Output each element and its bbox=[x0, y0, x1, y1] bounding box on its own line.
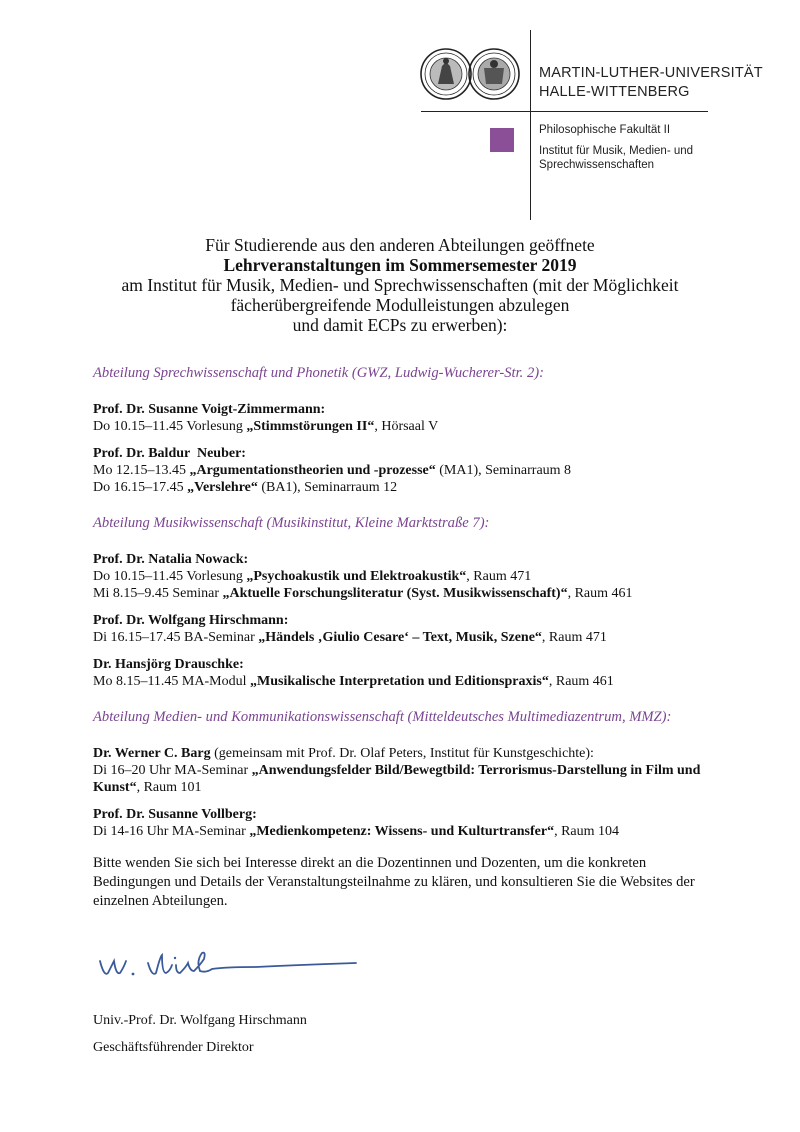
course-time: Mo 8.15–11.45 MA-Modul bbox=[93, 674, 250, 689]
course-room: , Raum 101 bbox=[136, 780, 202, 795]
course-title: „Anwendungsfelder Bild/Bewegtbild: Terrorismus-Darstellung in Film und Kunst“ bbox=[93, 763, 701, 795]
course-line bbox=[93, 629, 723, 646]
course-title: „Händels ‚Giulio Cesare‘ – Text, Musik, Szene“ bbox=[258, 630, 542, 645]
lecturer-name: Prof. Dr. Susanne Voigt-Zimmermann: bbox=[93, 402, 326, 417]
course-time: Di 16.15–17.45 BA-Seminar bbox=[93, 630, 259, 645]
course-line bbox=[93, 479, 723, 496]
course-room: , Hörsaal V bbox=[374, 419, 439, 434]
lecturer-entry bbox=[93, 401, 723, 435]
course-title: „Stimmstörungen II“ bbox=[246, 419, 375, 434]
lecturer-entry bbox=[93, 445, 723, 496]
signer-block bbox=[93, 1012, 307, 1066]
course-title: „Verslehre“ bbox=[187, 480, 258, 495]
institute-name-line1: Institut für Musik, Medien- und bbox=[539, 145, 694, 157]
document-heading bbox=[0, 235, 800, 335]
lecturer-note: (gemeinsam mit Prof. Dr. Olaf Peters, Institut für Kunstgeschichte): bbox=[210, 746, 594, 761]
heading-line1: Für Studierende aus den anderen Abteilungen geöffnete bbox=[205, 235, 595, 255]
course-line bbox=[93, 568, 723, 585]
lecturer-name: Prof. Dr. Susanne Vollberg: bbox=[93, 807, 257, 822]
lecturer-name: Dr. Werner C. Barg bbox=[93, 746, 211, 761]
course-line bbox=[93, 673, 723, 690]
course-room: , Raum 461 bbox=[567, 586, 633, 601]
seal-left-icon bbox=[421, 49, 471, 99]
course-title: „Medienkompetenz: Wissens- und Kulturtransfer“ bbox=[249, 824, 555, 839]
course-time: Mo 12.15–13.45 bbox=[93, 463, 190, 478]
lecturer-name: Prof. Dr. Baldur Neuber: bbox=[93, 446, 246, 461]
university-name-line1: MARTIN-LUTHER-UNIVERSITÄT bbox=[539, 65, 763, 81]
course-time: Do 10.15–11.45 Vorlesung bbox=[93, 419, 247, 434]
course-line bbox=[93, 823, 723, 840]
course-time: Di 16–20 Uhr MA-Seminar bbox=[93, 763, 252, 778]
letterhead-vertical-rule bbox=[530, 30, 531, 220]
signer-role: Geschäftsführender Direktor bbox=[93, 1040, 254, 1055]
heading-line5: und damit ECPs zu erwerben): bbox=[292, 315, 508, 335]
lecturer-entry bbox=[93, 806, 723, 840]
course-room: , Raum 461 bbox=[548, 674, 614, 689]
lecturer-name: Prof. Dr. Natalia Nowack: bbox=[93, 552, 249, 567]
heading-title: Lehrveranstaltungen im Sommersemester 2019 bbox=[223, 255, 577, 275]
course-room: , Raum 471 bbox=[466, 569, 532, 584]
closing-paragraph: Bitte wenden Sie sich bei Interesse direkt an die Dozentinnen und Dozenten, um die konkreten Bedingungen und Details der Veranstaltungsteilnahme zu klären, und konsultieren Sie die Websites der einzelnen Abteilungen. bbox=[93, 855, 695, 909]
institute-name-line2: Sprechwissenschaften bbox=[539, 159, 655, 171]
course-line bbox=[93, 585, 723, 602]
course-title: „Argumentationstheorien und -prozesse“ bbox=[189, 463, 436, 478]
faculty-name: Philosophische Fakultät II bbox=[539, 124, 671, 136]
university-name-line2: HALLE-WITTENBERG bbox=[539, 84, 690, 100]
lecturer-name: Prof. Dr. Wolfgang Hirschmann: bbox=[93, 613, 289, 628]
lecturer-name: Dr. Hansjörg Drauschke: bbox=[93, 657, 244, 672]
university-seals-logo bbox=[420, 44, 520, 104]
course-line bbox=[93, 462, 723, 479]
course-title: „Psychoakustik und Elektroakustik“ bbox=[246, 569, 467, 584]
course-time: Mi 8.15–9.45 Seminar bbox=[93, 586, 223, 601]
handwritten-signature bbox=[96, 943, 366, 993]
seal-right-icon bbox=[469, 49, 519, 99]
faculty-color-square bbox=[490, 128, 514, 152]
heading-line4: fächerübergreifende Modulleistungen abzulegen bbox=[230, 295, 570, 315]
letterhead-horizontal-rule bbox=[421, 111, 708, 112]
course-line bbox=[93, 418, 723, 435]
lecturer-entry bbox=[93, 551, 723, 602]
course-room: (MA1), Seminarraum 8 bbox=[435, 463, 572, 478]
heading-line3: am Institut für Musik, Medien- und Sprechwissenschaften (mit der Möglichkeit bbox=[121, 275, 679, 295]
course-title: „Aktuelle Forschungsliteratur (Syst. Musikwissenschaft)“ bbox=[222, 586, 568, 601]
faculty-block bbox=[539, 123, 693, 172]
course-line bbox=[93, 762, 723, 796]
lecturer-heading bbox=[93, 745, 723, 762]
lecturer-entry bbox=[93, 656, 723, 690]
university-name bbox=[539, 64, 763, 102]
department-title: Abteilung Sprechwissenschaft und Phonetik (GWZ, Ludwig-Wucherer-Str. 2): bbox=[93, 365, 544, 381]
lecturer-entry bbox=[93, 612, 723, 646]
course-time: Do 16.15–17.45 bbox=[93, 480, 188, 495]
course-listing bbox=[93, 364, 723, 911]
lecturer-entry bbox=[93, 745, 723, 796]
department-title: Abteilung Medien- und Kommunikationswissenschaft (Mitteldeutsches Multimediazentrum, MMZ): bbox=[93, 709, 672, 725]
course-time: Do 10.15–11.45 Vorlesung bbox=[93, 569, 247, 584]
course-room: , Raum 471 bbox=[541, 630, 607, 645]
course-room: , Raum 104 bbox=[554, 824, 620, 839]
course-time: Di 14-16 Uhr MA-Seminar bbox=[93, 824, 250, 839]
department-title: Abteilung Musikwissenschaft (Musikinstitut, Kleine Marktstraße 7): bbox=[93, 515, 490, 531]
course-room: (BA1), Seminarraum 12 bbox=[257, 480, 398, 495]
signer-name: Univ.-Prof. Dr. Wolfgang Hirschmann bbox=[93, 1013, 307, 1028]
course-title: „Musikalische Interpretation und Editionspraxis“ bbox=[250, 674, 549, 689]
